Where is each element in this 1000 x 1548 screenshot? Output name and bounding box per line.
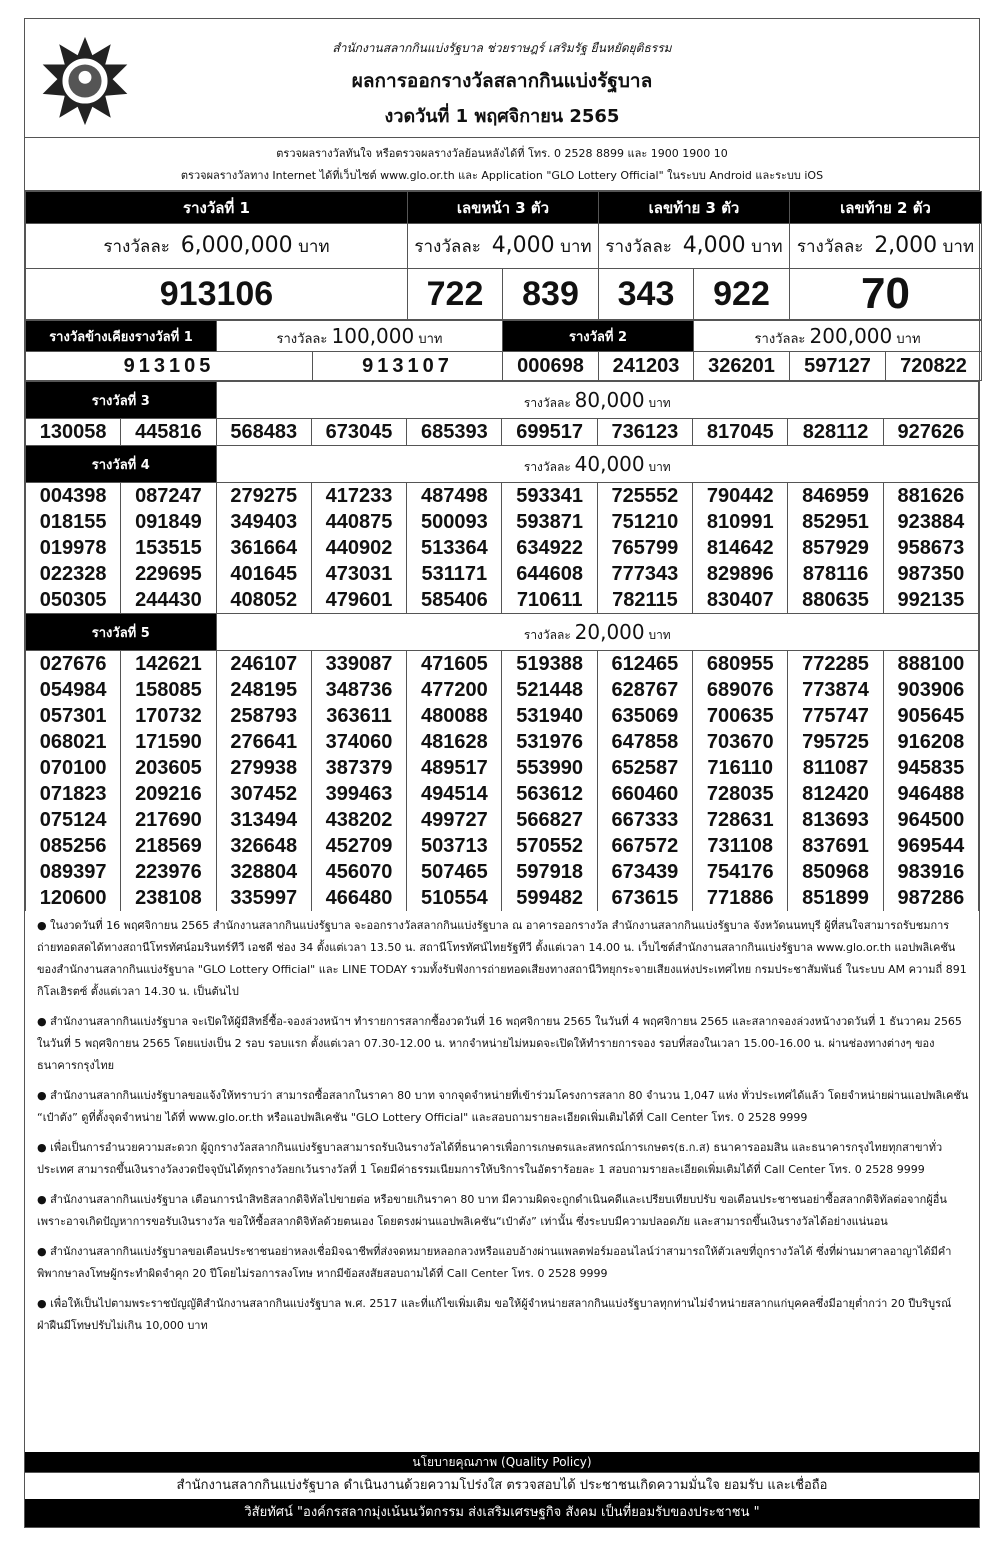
fourth-prize-label: รางวัลที่ 4 — [26, 446, 217, 483]
check-internet: ตรวจผลรางวัลทาง Internet ได้ที่เว็บไซต์ www.glo.or.th และ Application "GLO Lottery Official" ในระบบ Android และระบบ iOS — [180, 169, 824, 182]
top-prizes-table — [25, 191, 982, 320]
second-prize-number: 597127 — [790, 352, 886, 381]
back2-number: 70 — [790, 269, 982, 320]
fourth-prize-number: 593341 — [502, 483, 597, 510]
fourth-prize-number: 881626 — [883, 483, 978, 510]
fifth-prize-number: 313494 — [216, 807, 311, 833]
fourth-prize-number: 018155 — [26, 509, 121, 535]
fifth-prize-number: 599482 — [502, 885, 597, 911]
third-prize-amount: รางวัลละ 80,000 บาท — [216, 382, 978, 419]
fourth-prize-number: 244430 — [121, 587, 216, 613]
second-prize-number: 241203 — [599, 352, 694, 381]
fifth-prize-number: 811087 — [788, 755, 883, 781]
fifth-prize-number: 279938 — [216, 755, 311, 781]
fifth-prize-number: 969544 — [883, 833, 978, 859]
near-first-number: 913107 — [313, 352, 503, 381]
fifth-prize-number: 075124 — [26, 807, 121, 833]
fifth-prize-number: 489517 — [407, 755, 502, 781]
near-first-label: รางวัลข้างเคียงรางวัลที่ 1 — [26, 321, 217, 352]
fourth-prize-number: 852951 — [788, 509, 883, 535]
fifth-prize-row — [26, 703, 979, 729]
fourth-prize-number: 765799 — [597, 535, 692, 561]
third-prize-number: 445816 — [121, 419, 216, 446]
fourth-prize-number: 004398 — [26, 483, 121, 510]
front3-number: 839 — [503, 269, 599, 320]
fourth-prize-number: 440902 — [311, 535, 406, 561]
third-prize-number: 817045 — [693, 419, 788, 446]
third-prize-number: 130058 — [26, 419, 121, 446]
fifth-prize-table — [25, 613, 979, 911]
fifth-prize-number: 307452 — [216, 781, 311, 807]
fifth-prize-number: 716110 — [693, 755, 788, 781]
fifth-prize-number: 085256 — [26, 833, 121, 859]
fourth-prize-number: 725552 — [597, 483, 692, 510]
fourth-prize-number: 531171 — [407, 561, 502, 587]
fifth-prize-number: 209216 — [121, 781, 216, 807]
fourth-prize-number: 634922 — [502, 535, 597, 561]
fifth-prize-number: 494514 — [407, 781, 502, 807]
fourth-prize-number: 644608 — [502, 561, 597, 587]
fourth-prize-number: 479601 — [311, 587, 406, 613]
first-prize-number: 913106 — [26, 269, 408, 320]
fifth-prize-number: 566827 — [502, 807, 597, 833]
fifth-prize-row — [26, 651, 979, 678]
fifth-prize-row — [26, 677, 979, 703]
fifth-prize-number: 477200 — [407, 677, 502, 703]
fourth-prize-number: 091849 — [121, 509, 216, 535]
third-prize-number: 927626 — [883, 419, 978, 446]
back3-label: เลขท้าย 3 ตัว — [599, 192, 790, 224]
fifth-prize-number: 772285 — [788, 651, 883, 678]
fourth-prize-number: 585406 — [407, 587, 502, 613]
fifth-prize-number: 218569 — [121, 833, 216, 859]
fourth-prize-row — [26, 587, 979, 613]
fifth-prize-number: 471605 — [407, 651, 502, 678]
third-prize-row — [26, 419, 979, 446]
fifth-prize-number: 335997 — [216, 885, 311, 911]
fifth-prize-number: 680955 — [693, 651, 788, 678]
fifth-prize-number: 466480 — [311, 885, 406, 911]
fifth-prize-number: 089397 — [26, 859, 121, 885]
fifth-prize-number: 689076 — [693, 677, 788, 703]
fifth-prize-number: 120600 — [26, 885, 121, 911]
fifth-prize-number: 837691 — [788, 833, 883, 859]
fourth-prize-number: 050305 — [26, 587, 121, 613]
fourth-prize-number: 987350 — [883, 561, 978, 587]
fifth-prize-number: 660460 — [597, 781, 692, 807]
footer — [25, 1452, 979, 1527]
fifth-prize-number: 553990 — [502, 755, 597, 781]
fifth-prize-number: 731108 — [693, 833, 788, 859]
announcement-item: ● ในงวดวันที่ 16 พฤศจิกายน 2565 สำนักงานสลากกินแบ่งรัฐบาล จะออกรางวัลสลากกินแบ่งรัฐบาล ณ อาคารออกรางวัล สำนักงานสลากกินแบ่งรัฐบาล จังหวัดนนทบุรี ผู้ที่สนใจสามารถรับชมการถ่ายทอดสดได้ทางสถานีโทรทัศน์อมรินทร์ทีวี เอชดี ช่อง 34 ตั้งแต่เวลา 13.50 น. สถานีโทรทัศน์ไทยรัฐทีวี ตั้งแต่เวลา 14.00 น. เว็บไซต์สำนักงานสลากกินแบ่งรัฐบาล www.glo.or.th แอปพลิเคชันของสำนักงานสลากกินแบ่งรัฐบาล "GLO Lottery Official" และ LINE TODAY รวมทั้งรับฟังการถ่ายทอดเสียงทางสถานีวิทยุกระจายเสียงแห่งประเทศไทย กรมประชาสัมพันธ์ ในระบบ AM ความถี่ 891 กิโลเฮิรตซ์ ตั้งแต่เวลา 14.30 น. เป็นต้นไป — [37, 915, 969, 1003]
first-prize-amount: รางวัลละ 6,000,000 บาท — [26, 224, 408, 269]
third-prize-label: รางวัลที่ 3 — [26, 382, 217, 419]
fifth-prize-number: 635069 — [597, 703, 692, 729]
fifth-prize-number: 438202 — [311, 807, 406, 833]
fifth-prize-number: 531940 — [502, 703, 597, 729]
fourth-prize-table — [25, 445, 979, 613]
second-prize-number: 720822 — [886, 352, 982, 381]
fifth-prize-number: 916208 — [883, 729, 978, 755]
fourth-prize-number: 790442 — [693, 483, 788, 510]
fifth-prize-row — [26, 755, 979, 781]
fourth-prize-number: 349403 — [216, 509, 311, 535]
second-prize-number: 326201 — [694, 352, 790, 381]
fifth-prize-number: 246107 — [216, 651, 311, 678]
back2-amount: รางวัลละ 2,000 บาท — [790, 224, 982, 269]
back3-number: 922 — [694, 269, 790, 320]
fifth-prize-number: 850968 — [788, 859, 883, 885]
fifth-prize-number: 983916 — [883, 859, 978, 885]
fourth-prize-number: 992135 — [883, 587, 978, 613]
fifth-prize-number: 946488 — [883, 781, 978, 807]
second-prize-label: รางวัลที่ 2 — [503, 321, 694, 352]
fifth-prize-number: 700635 — [693, 703, 788, 729]
fifth-prize-number: 628767 — [597, 677, 692, 703]
fourth-prize-row — [26, 535, 979, 561]
fourth-prize-number: 229695 — [121, 561, 216, 587]
near-first-amount: รางวัลละ 100,000 บาท — [217, 321, 503, 352]
fifth-prize-number: 597918 — [502, 859, 597, 885]
fourth-prize-number: 513364 — [407, 535, 502, 561]
fourth-prize-number: 846959 — [788, 483, 883, 510]
check-info — [25, 138, 979, 191]
near-second-table — [25, 320, 982, 381]
near-first-number: 913105 — [26, 352, 313, 381]
fifth-prize-number: 223976 — [121, 859, 216, 885]
fifth-prize-number: 217690 — [121, 807, 216, 833]
quality-policy-text: สำนักงานสลากกินแบ่งรัฐบาล ดำเนินงานด้วยความโปร่งใส ตรวจสอบได้ ประชาชนเกิดความมั่นใจ ยอมรับ และเชื่อถือ — [25, 1472, 979, 1499]
vision-text: วิสัยทัศน์ "องค์กรสลากมุ่งเน้นนวัตกรรม ส่งเสริมเศรษฐกิจ สังคม เป็นที่ยอมรับของประชาชน " — [25, 1499, 979, 1527]
fourth-prize-number: 473031 — [311, 561, 406, 587]
fifth-prize-number: 775747 — [788, 703, 883, 729]
fifth-prize-number: 258793 — [216, 703, 311, 729]
fifth-prize-number: 652587 — [597, 755, 692, 781]
third-prize-number: 828112 — [788, 419, 883, 446]
front3-label: เลขหน้า 3 ตัว — [408, 192, 599, 224]
fifth-prize-number: 070100 — [26, 755, 121, 781]
fifth-prize-number: 888100 — [883, 651, 978, 678]
fifth-prize-number: 481628 — [407, 729, 502, 755]
fifth-prize-number: 510554 — [407, 885, 502, 911]
fifth-prize-number: 054984 — [26, 677, 121, 703]
fifth-prize-number: 612465 — [597, 651, 692, 678]
announcement-item: ● เพื่อให้เป็นไปตามพระราชบัญญัติสำนักงานสลากกินแบ่งรัฐบาล พ.ศ. 2517 และที่แก้ไขเพิ่มเติม ขอให้ผู้จำหน่ายสลากกินแบ่งรัฐบาลทุกท่านไม่จำหน่ายสลากแก่บุคคลซึ่งมีอายุต่ำกว่า 20 ปีบริบูรณ์ ฝ่าฝืนมีโทษปรับไม่เกิน 10,000 บาท — [37, 1293, 969, 1337]
third-prize-number: 685393 — [407, 419, 502, 446]
fourth-prize-number: 880635 — [788, 587, 883, 613]
fifth-prize-number: 531976 — [502, 729, 597, 755]
fifth-prize-number: 728035 — [693, 781, 788, 807]
fourth-prize-row — [26, 509, 979, 535]
fifth-prize-number: 519388 — [502, 651, 597, 678]
fourth-prize-number: 440875 — [311, 509, 406, 535]
fifth-prize-number: 673615 — [597, 885, 692, 911]
fifth-prize-number: 905645 — [883, 703, 978, 729]
fifth-prize-number: 703670 — [693, 729, 788, 755]
fourth-prize-number: 810991 — [693, 509, 788, 535]
announcement-item: ● เพื่อเป็นการอำนวยความสะดวก ผู้ถูกรางวัลสลากกินแบ่งรัฐบาลสามารถรับเงินรางวัลได้ที่ธนาคารเพื่อการเกษตรและสหกรณ์การเกษตร(ธ.ก.ส) ธนาคารออมสิน และธนาคารกรุงไทยทุกสาขาทั่วประเทศ สามารถขึ้นเงินรางวัลงวดปัจจุบันได้ทุกรางวัลยกเว้นรางวัลที่ 1 โดยมีค่าธรรมเนียมการให้บริการในอัตราร้อยละ 1 สอบถามรายละเอียดเพิ่มเติมได้ที่ Call Center โทร. 0 2528 9999 — [37, 1137, 969, 1181]
fifth-prize-number: 570552 — [502, 833, 597, 859]
second-prize-number: 000698 — [503, 352, 599, 381]
fifth-prize-number: 987286 — [883, 885, 978, 911]
fifth-prize-number: 328804 — [216, 859, 311, 885]
fifth-prize-number: 027676 — [26, 651, 121, 678]
fifth-prize-number: 158085 — [121, 677, 216, 703]
fourth-prize-number: 878116 — [788, 561, 883, 587]
draw-date: งวดวันที่ 1 พฤศจิกายน 2565 — [384, 106, 620, 127]
fourth-prize-number: 958673 — [883, 535, 978, 561]
fifth-prize-number: 503713 — [407, 833, 502, 859]
fifth-prize-number: 326648 — [216, 833, 311, 859]
third-prize-table — [25, 381, 979, 445]
header — [25, 19, 979, 138]
fifth-prize-number: 754176 — [693, 859, 788, 885]
fourth-prize-number: 593871 — [502, 509, 597, 535]
page-title: ผลการออกรางวัลสลากกินแบ่งรัฐบาล — [351, 70, 653, 92]
fifth-prize-number: 945835 — [883, 755, 978, 781]
fifth-prize-row — [26, 885, 979, 911]
fifth-prize-number: 387379 — [311, 755, 406, 781]
fifth-prize-number: 363611 — [311, 703, 406, 729]
fifth-prize-number: 171590 — [121, 729, 216, 755]
fourth-prize-row — [26, 483, 979, 510]
fifth-prize-number: 057301 — [26, 703, 121, 729]
third-prize-number: 673045 — [311, 419, 406, 446]
fourth-prize-number: 417233 — [311, 483, 406, 510]
fourth-prize-number: 814642 — [693, 535, 788, 561]
fourth-prize-number: 361664 — [216, 535, 311, 561]
fifth-prize-number: 068021 — [26, 729, 121, 755]
check-phone: ตรวจผลรางวัลทันใจ หรือตรวจผลรางวัลย้อนหลังได้ที่ โทร. 0 2528 8899 และ 1900 1900 10 — [276, 147, 728, 160]
org-tagline: สำนักงานสลากกินแบ่งรัฐบาล ช่วยราษฎร์ เสริมรัฐ ยืนหยัดยุติธรรม — [332, 41, 672, 55]
second-prize-amount: รางวัลละ 200,000 บาท — [694, 321, 982, 352]
quality-policy-label: นโยบายคุณภาพ (Quality Policy) — [25, 1452, 979, 1472]
fifth-prize-number: 851899 — [788, 885, 883, 911]
fourth-prize-number: 751210 — [597, 509, 692, 535]
fifth-prize-number: 238108 — [121, 885, 216, 911]
fifth-prize-number: 964500 — [883, 807, 978, 833]
fifth-prize-number: 339087 — [311, 651, 406, 678]
fifth-prize-number: 248195 — [216, 677, 311, 703]
fifth-prize-row — [26, 859, 979, 885]
fifth-prize-number: 728631 — [693, 807, 788, 833]
fifth-prize-row — [26, 807, 979, 833]
fifth-prize-number: 348736 — [311, 677, 406, 703]
announcement-item: ● สำนักงานสลากกินแบ่งรัฐบาลขอแจ้งให้ทราบว่า สามารถซื้อสลากในราคา 80 บาท จากจุดจำหน่ายที่เข้าร่วมโครงการสลาก 80 จำนวน 1,047 แห่ง ทั่วประเทศได้แล้ว โดยจำหน่ายผ่านแอปพลิเคชัน “เป๋าตัง” ดูที่ตั้งจุดจำหน่าย ได้ที่ www.glo.or.th หรือแอปพลิเคชัน "GLO Lottery Official" และสอบถามรายละเอียดเพิ่มเติมได้ที่ Call Center โทร. 0 2528 9999 — [37, 1085, 969, 1129]
fifth-prize-number: 903906 — [883, 677, 978, 703]
fourth-prize-number: 857929 — [788, 535, 883, 561]
fourth-prize-number: 500093 — [407, 509, 502, 535]
fourth-prize-number: 401645 — [216, 561, 311, 587]
fifth-prize-label: รางวัลที่ 5 — [26, 614, 217, 651]
fourth-prize-number: 923884 — [883, 509, 978, 535]
fifth-prize-row — [26, 729, 979, 755]
fifth-prize-number: 795725 — [788, 729, 883, 755]
third-prize-number: 568483 — [216, 419, 311, 446]
front3-number: 722 — [408, 269, 503, 320]
announcements — [25, 911, 979, 1337]
fifth-prize-number: 499727 — [407, 807, 502, 833]
third-prize-number: 736123 — [597, 419, 692, 446]
fourth-prize-number: 487498 — [407, 483, 502, 510]
first-prize-label: รางวัลที่ 1 — [26, 192, 408, 224]
announcement-item: ● สำนักงานสลากกินแบ่งรัฐบาล เตือนการนำสิทธิสลากดิจิทัลไปขายต่อ หรือขายเกินราคา 80 บาท มีความผิดจะถูกดำเนินคดีและเปรียบเทียบปรับ ขอเตือนประชาชนอย่าซื้อสลากดิจิทัลต่อจากผู้อื่นเพราะอาจเกิดปัญหาการขอรับเงินรางวัล ขอให้ซื้อสลากดิจิทัลด้วยตนเอง โดยตรงผ่านแอปพลิเคชัน“เป๋าตัง” เท่านั้น ซึ่งระบบมีความปลอดภัย และสามารถขึ้นเงินรางวัลได้อย่างแน่นอน — [37, 1189, 969, 1233]
fourth-prize-number: 830407 — [693, 587, 788, 613]
third-prize-number: 699517 — [502, 419, 597, 446]
fifth-prize-number: 813693 — [788, 807, 883, 833]
fourth-prize-number: 087247 — [121, 483, 216, 510]
fifth-prize-number: 521448 — [502, 677, 597, 703]
fourth-prize-number: 279275 — [216, 483, 311, 510]
fourth-prize-number: 019978 — [26, 535, 121, 561]
fifth-prize-number: 667333 — [597, 807, 692, 833]
fifth-prize-number: 773874 — [788, 677, 883, 703]
fifth-prize-row — [26, 833, 979, 859]
fourth-prize-number: 829896 — [693, 561, 788, 587]
fourth-prize-number: 153515 — [121, 535, 216, 561]
fifth-prize-number: 771886 — [693, 885, 788, 911]
fifth-prize-number: 563612 — [502, 781, 597, 807]
back2-label: เลขท้าย 2 ตัว — [790, 192, 982, 224]
fifth-prize-number: 374060 — [311, 729, 406, 755]
fifth-prize-number: 673439 — [597, 859, 692, 885]
fifth-prize-number: 667572 — [597, 833, 692, 859]
fifth-prize-number: 071823 — [26, 781, 121, 807]
fourth-prize-number: 408052 — [216, 587, 311, 613]
back3-number: 343 — [599, 269, 694, 320]
fourth-prize-number: 777343 — [597, 561, 692, 587]
fifth-prize-number: 480088 — [407, 703, 502, 729]
back3-amount: รางวัลละ 4,000 บาท — [599, 224, 790, 269]
fifth-prize-number: 452709 — [311, 833, 406, 859]
front3-amount: รางวัลละ 4,000 บาท — [408, 224, 599, 269]
fifth-prize-row — [26, 781, 979, 807]
fifth-prize-number: 203605 — [121, 755, 216, 781]
fifth-prize-number: 276641 — [216, 729, 311, 755]
lottery-result-sheet — [24, 18, 980, 1528]
fifth-prize-number: 399463 — [311, 781, 406, 807]
fourth-prize-number: 782115 — [597, 587, 692, 613]
fourth-prize-number: 022328 — [26, 561, 121, 587]
fourth-prize-row — [26, 561, 979, 587]
fifth-prize-number: 170732 — [121, 703, 216, 729]
fifth-prize-number: 812420 — [788, 781, 883, 807]
announcement-item: ● สำนักงานสลากกินแบ่งรัฐบาลขอเตือนประชาชนอย่าหลงเชื่อมิจฉาชีพที่ส่งจดหมายหลอกลวงหรือแอบอ้างผ่านแพลตฟอร์มออนไลน์ว่าสามารถให้ตัวเลขที่ถูกรางวัลได้ ซึ่งที่ผ่านมาศาลอาญาได้มีคำพิพากษาลงโทษผู้กระทำผิดจำคุก 20 ปีโดยไม่รอการลงโทษ หากมีข้อสงสัยสอบถามได้ที่ Call Center โทร. 0 2528 9999 — [37, 1241, 969, 1285]
fifth-prize-amount: รางวัลละ 20,000 บาท — [216, 614, 978, 651]
fourth-prize-number: 710611 — [502, 587, 597, 613]
fifth-prize-number: 456070 — [311, 859, 406, 885]
fourth-prize-amount: รางวัลละ 40,000 บาท — [216, 446, 978, 483]
fifth-prize-number: 647858 — [597, 729, 692, 755]
announcement-item: ● สำนักงานสลากกินแบ่งรัฐบาล จะเปิดให้ผู้มีสิทธิ์ซื้อ-จองล่วงหน้าฯ ทำรายการสลากซื้องวดวันที่ 16 พฤศจิกายน 2565 ในวันที่ 4 พฤศจิกายน 2565 และสลากจองล่วงหน้างวดวันที่ 1 ธันวาคม 2565 ในวันที่ 5 พฤศจิกายน 2565 โดยแบ่งเป็น 2 รอบ รอบแรก ตั้งแต่เวลา 07.30-12.00 น. หากจำหน่ายไม่หมดจะเปิดให้ทำรายการจอง รอบที่สองในเวลา 15.00-16.00 น. ผ่านช่องทางต่างๆ ของธนาคารกรุงไทย — [37, 1011, 969, 1077]
fifth-prize-number: 142621 — [121, 651, 216, 678]
fifth-prize-number: 507465 — [407, 859, 502, 885]
